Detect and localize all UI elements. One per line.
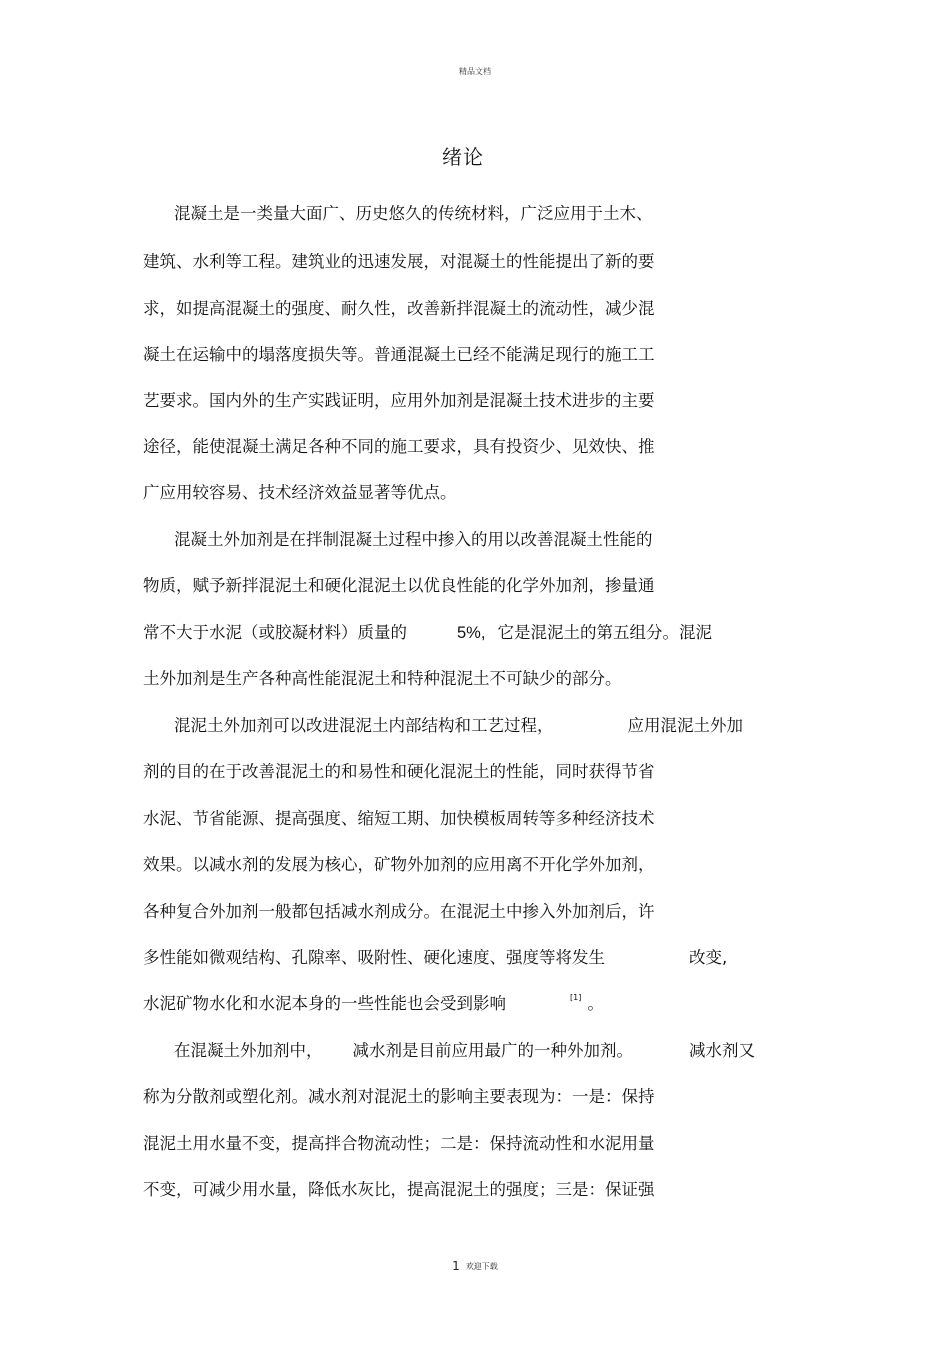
paragraph-line: 物质，赋予新拌混泥土和硬化混泥土以优良性能的化学外加剂，掺量通: [143, 576, 655, 595]
text-segment: 它是混泥土的第五组分。混泥: [497, 623, 712, 642]
document-title: 绪论: [442, 145, 484, 169]
footer-text: 欢迎下载: [465, 1262, 498, 1271]
percent-value: 5%,: [457, 624, 486, 642]
paragraph-line: 土外加剂是生产各种高性能混泥土和特种混泥土不可缺少的部分。: [143, 669, 622, 688]
text-segment: 混泥土外加剂可以改进混泥土内部结构和工艺过程，: [174, 716, 554, 735]
page-number: 1: [452, 1259, 460, 1273]
paragraph-line: 剂的目的在于改善混泥土的和易性和硬化混泥土的性能，同时获得节省: [143, 762, 655, 781]
paragraph-line: 混凝土是一类量大面广、历史悠久的传统材料，广泛应用于土木、: [174, 204, 653, 223]
paragraph-line: 混凝土外加剂是在拌制混凝土过程中掺入的用以改善混凝土性能的: [174, 530, 653, 549]
citation-ref[interactable]: [1]: [570, 993, 582, 1002]
text-segment: 减水剂是目前应用最广的一种外加剂。: [352, 1041, 633, 1060]
paragraph-line: [143, 992, 604, 1019]
text-segment: 在混凝土外加剂中，: [174, 1041, 323, 1060]
paragraph-line: 广应用较容易、技术经济效益显著等优点。: [143, 483, 457, 502]
paragraph-line: 混泥土用水量不变，提高拌合物流动性；二是：保持流动性和水泥用量: [143, 1134, 655, 1153]
paragraph-line: 艺要求。国内外的生产实践证明，应用外加剂是混凝土技术进步的主要: [143, 391, 655, 410]
paragraph-line: [143, 621, 712, 645]
text-segment: 应用混泥土外加: [627, 716, 743, 735]
text-segment: 减水剂又: [689, 1041, 755, 1060]
paragraph-line: 建筑、水利等工程。建筑业的迅速发展，对混凝土的性能提出了新的要: [143, 252, 655, 271]
text-segment: 水泥矿物水化和水泥本身的一些性能也会受到影响: [143, 994, 506, 1013]
paragraph-line: 效果。以减水剂的发展为核心，矿物外加剂的应用离不开化学外加剂，: [143, 855, 655, 874]
paragraph-line: 各种复合外加剂一般都包括减水剂成分。在混泥土中掺入外加剂后，许: [143, 902, 655, 921]
paragraph-line: 凝土在运输中的塌落度损失等。普通混凝土已经不能满足现行的施工工: [143, 345, 655, 364]
paragraph-line: [143, 946, 727, 970]
paragraph-line: 水泥、节省能源、提高强度、缩短工期、加快模板周转等多种经济技术: [143, 809, 655, 828]
paragraph-line: 称为分散剂或塑化剂。减水剂对混泥土的影响主要表现为：一是：保持: [143, 1087, 655, 1106]
paragraph-line: [174, 1039, 755, 1063]
text-segment: 。: [587, 994, 604, 1013]
text-segment: 改变,: [689, 948, 728, 967]
page-footer: [0, 1259, 950, 1273]
paragraph-line: 不变，可减少用水量，降低水灰比，提高混泥土的强度；三是：保证强: [143, 1180, 655, 1199]
header-mark: 精品文档: [459, 67, 491, 76]
paragraph-line: 求，如提高混凝土的强度、耐久性，改善新拌混凝土的流动性，减少混: [143, 299, 655, 318]
paragraph-line: [174, 714, 743, 738]
text-segment: 常不大于水泥（或胶凝材料）质量的: [143, 623, 407, 642]
paragraph-line: 途径，能使混凝土满足各种不同的施工要求，具有投资少、见效快、推: [143, 437, 655, 456]
text-segment: 多性能如微观结构、孔隙率、吸附性、硬化速度、强度等将发生: [143, 948, 605, 967]
